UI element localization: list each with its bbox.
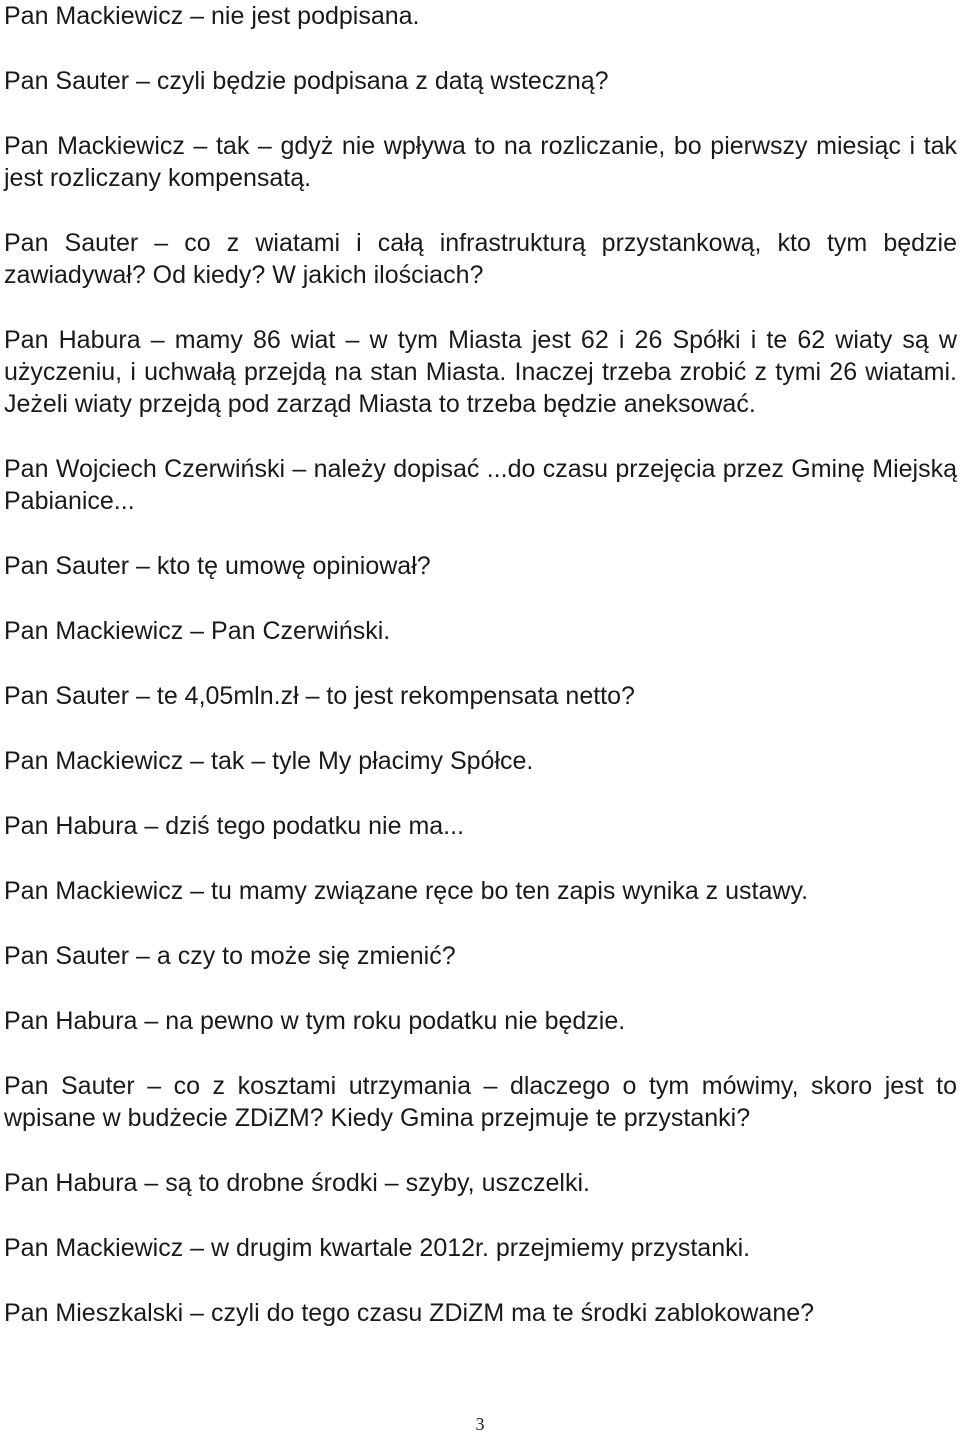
- paragraph: Pan Habura – dziś tego podatku nie ma...: [4, 812, 465, 840]
- paragraph: Pan Mackiewicz – tu mamy związane ręce bo ten zapis wynika z ustawy.: [4, 877, 809, 905]
- paragraph: Pan Mackiewicz – tak – tyle My płacimy Spółce.: [4, 747, 534, 775]
- paragraph: Pan Mackiewicz – Pan Czerwiński.: [4, 617, 391, 645]
- paragraph: Pan Wojciech Czerwiński – należy dopisać ...do czasu przejęcia przez Gminę Miejską Pabianice...: [4, 455, 957, 515]
- paragraph: Pan Sauter – te 4,05mln.zł – to jest rekompensata netto?: [4, 682, 635, 710]
- paragraph: Pan Habura – są to drobne środki – szyby, uszczelki.: [4, 1169, 590, 1197]
- paragraph: Pan Habura – na pewno w tym roku podatku nie będzie.: [4, 1007, 626, 1035]
- page-number: 3: [475, 1414, 485, 1434]
- paragraph: Pan Mackiewicz – nie jest podpisana.: [4, 2, 420, 30]
- paragraph: Pan Mieszkalski – czyli do tego czasu ZDiZM ma te środki zablokowane?: [4, 1299, 815, 1327]
- paragraph: Pan Sauter – kto tę umowę opiniował?: [4, 552, 431, 580]
- paragraph: Pan Sauter – co z wiatami i całą infrastrukturą przystankową, kto tym będzie zawiadywał? Od kiedy? W jakich ilościach?: [4, 229, 957, 289]
- paragraph: Pan Habura – mamy 86 wiat – w tym Miasta jest 62 i 26 Spółki i te 62 wiaty są w użyczeniu, i uchwałą przejdą na stan Miasta. Inaczej trzeba zrobić z tymi 26 wiatami. Jeżeli wiaty przejdą pod zarząd Miasta to trzeba będzie aneksować.: [4, 326, 957, 418]
- paragraph: Pan Sauter – a czy to może się zmienić?: [4, 942, 456, 970]
- document-body: [4, 0, 957, 1362]
- paragraph: Pan Mackiewicz – tak – gdyż nie wpływa to na rozliczanie, bo pierwszy miesiąc i tak jest rozliczany kompensatą.: [4, 132, 957, 192]
- paragraph: Pan Sauter – co z kosztami utrzymania – dlaczego o tym mówimy, skoro jest to wpisane w budżecie ZDiZM? Kiedy Gmina przejmuje te przystanki?: [4, 1072, 957, 1132]
- paragraph: Pan Sauter – czyli będzie podpisana z datą wsteczną?: [4, 67, 609, 95]
- paragraph: Pan Mackiewicz – w drugim kwartale 2012r. przejmiemy przystanki.: [4, 1234, 751, 1262]
